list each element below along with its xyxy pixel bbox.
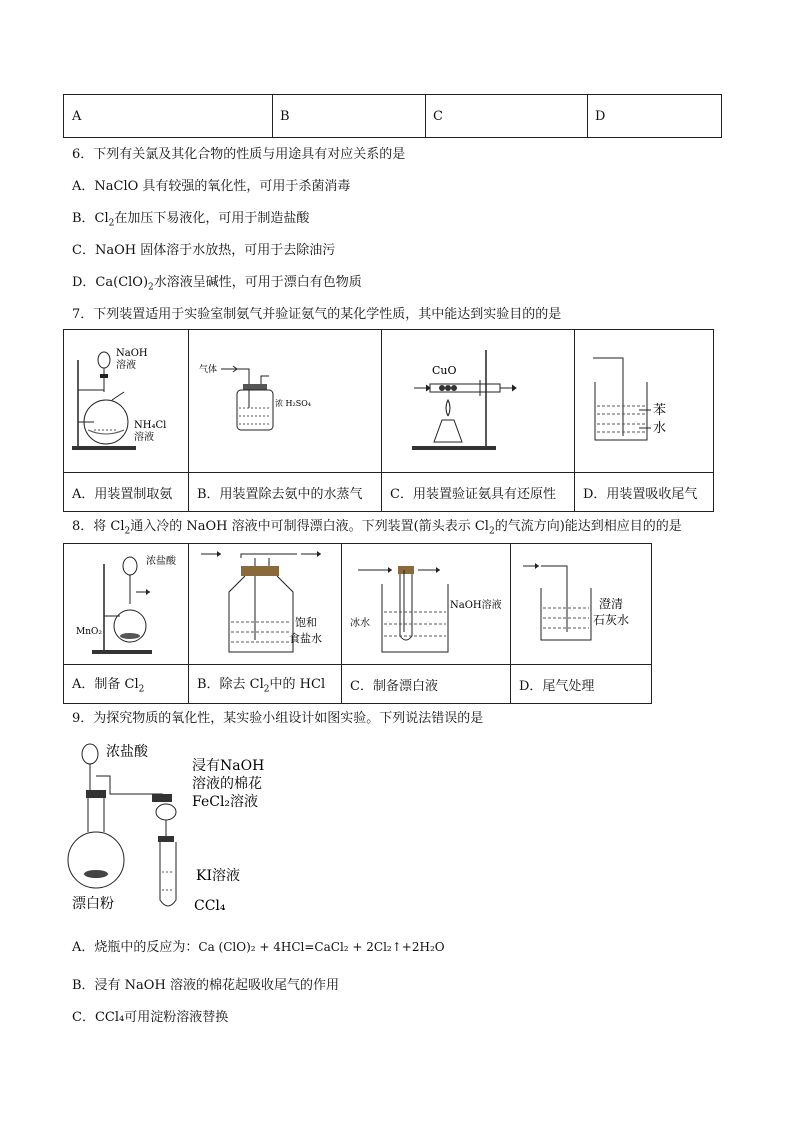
label-cotton: 溶液的棉花 (192, 776, 262, 792)
q9-option-b: B．浸有 NaOH 溶液的棉花起吸收尾气的作用 (72, 978, 339, 993)
label-solution2: 溶液 (134, 432, 154, 443)
q9-option-a: A．烧瓶中的反应为：Ca (ClO)₂ + 4HCl=CaCl₂ + 2Cl₂↑+2H₂O (72, 940, 445, 955)
q5-option-d: D (588, 95, 722, 138)
oxidation-experiment-diagram (66, 740, 286, 916)
q8-fig-c (342, 544, 511, 665)
q8-table (63, 543, 652, 704)
q8-fig-d (511, 544, 652, 665)
label-brine: 食盐水 (289, 632, 322, 645)
q8-fig-a (64, 544, 189, 665)
absorption-beaker-diagram (575, 330, 713, 468)
label-h2so4: 浓 H₂SO₄ (275, 399, 311, 408)
washing-bottle-diagram (189, 544, 341, 660)
label-ccl4: CCl₄ (194, 898, 226, 914)
q7-option-d: D．用装置吸收尾气 (575, 473, 714, 512)
q8-option-b: B．除去 $Cl_2$中的 HCl (189, 665, 342, 704)
q6-option-a: A．NaClO 具有较强的氧化性，可用于杀菌消毒 (72, 179, 351, 194)
label-ki: KI溶液 (196, 868, 240, 884)
label-water: 水 (653, 421, 667, 436)
label-gas: 气体 (199, 365, 218, 375)
q5-option-b: B (273, 95, 426, 138)
q6-stem: 6．下列有关氯及其化合物的性质与用途具有对应关系的是 (72, 147, 406, 162)
chlorine-generator-diagram (64, 544, 188, 660)
label-naoh-solution: NaOH溶液 (450, 600, 502, 611)
combustion-tube-diagram (382, 330, 574, 468)
label-nh4cl: NH₄Cl (134, 420, 167, 431)
q7-option-c: C．用装置验证氨具有还原性 (382, 473, 575, 512)
q7-fig-d (575, 330, 714, 473)
ammonia-generator-diagram (64, 330, 188, 468)
q8-option-d: D．尾气处理 (511, 665, 652, 704)
label-naoh-soaked: 浸有NaOH (192, 758, 265, 774)
label-ice-water: 冰水 (350, 618, 370, 629)
label-fecl2: FeCl₂溶液 (192, 794, 259, 810)
q7-fig-a (64, 330, 189, 473)
label-limewater: 石灰水 (593, 613, 630, 627)
q5-option-c: C (426, 95, 588, 138)
q7-fig-c (382, 330, 575, 473)
label-naoh: NaOH (116, 348, 148, 359)
q7-option-a: A．用装置制取氨 (64, 473, 189, 512)
limewater-beaker-diagram (511, 544, 651, 660)
q5-option-a: A (64, 95, 273, 138)
q7-option-b: B．用装置除去氨中的水蒸气 (189, 473, 382, 512)
q9-figure (66, 740, 286, 916)
q8-fig-b (189, 544, 342, 665)
q9-option-c: C．CCl₄可用淀粉溶液替换 (72, 1010, 229, 1025)
q8-stem: 8．将 $Cl_2$通入冷的 NaOH 溶液中可制得漂白液。下列装置(箭头表示 $Cl_2$的气流方向)能达到相应目的的是 (72, 519, 682, 537)
gas-washing-bottle-diagram (189, 330, 381, 468)
q9-stem: 9．为探究物质的氧化性，某实验小组设计如图实验。下列说法错误的是 (72, 711, 484, 726)
q6-option-c: C．NaOH 固体溶于水放热，可用于去除油污 (72, 243, 336, 258)
q7-stem: 7．下列装置适用于实验室制氨气并验证氨气的某化学性质，其中能达到实验目的的是 (72, 307, 562, 322)
q8-option-c: C．制备漂白液 (342, 665, 511, 704)
q6-option-b: B．$Cl_2$在加压下易液化，可用于制造盐酸 (72, 211, 310, 229)
q7-table (63, 329, 714, 512)
label-benzene: 苯 (653, 403, 667, 418)
label-clear: 澄清 (599, 597, 624, 611)
q5-options-table (63, 94, 722, 138)
label-cuo: CuO (432, 364, 457, 377)
ice-bath-diagram (342, 544, 510, 660)
label-bleach: 漂白粉 (72, 896, 114, 912)
label-conc-hcl: 浓盐酸 (106, 744, 148, 760)
q7-fig-b (189, 330, 382, 473)
q8-option-a: A．制备 $Cl_2$ (64, 665, 189, 704)
label-saturated: 饱和 (295, 616, 317, 629)
q6-option-d: D．$Ca(ClO)_2$水溶液呈碱性，可用于漂白有色物质 (72, 275, 362, 293)
label-hcl: 浓盐酸 (146, 556, 176, 567)
label-mno2: MnO₂ (76, 627, 102, 637)
label-solution: 溶液 (116, 360, 136, 371)
